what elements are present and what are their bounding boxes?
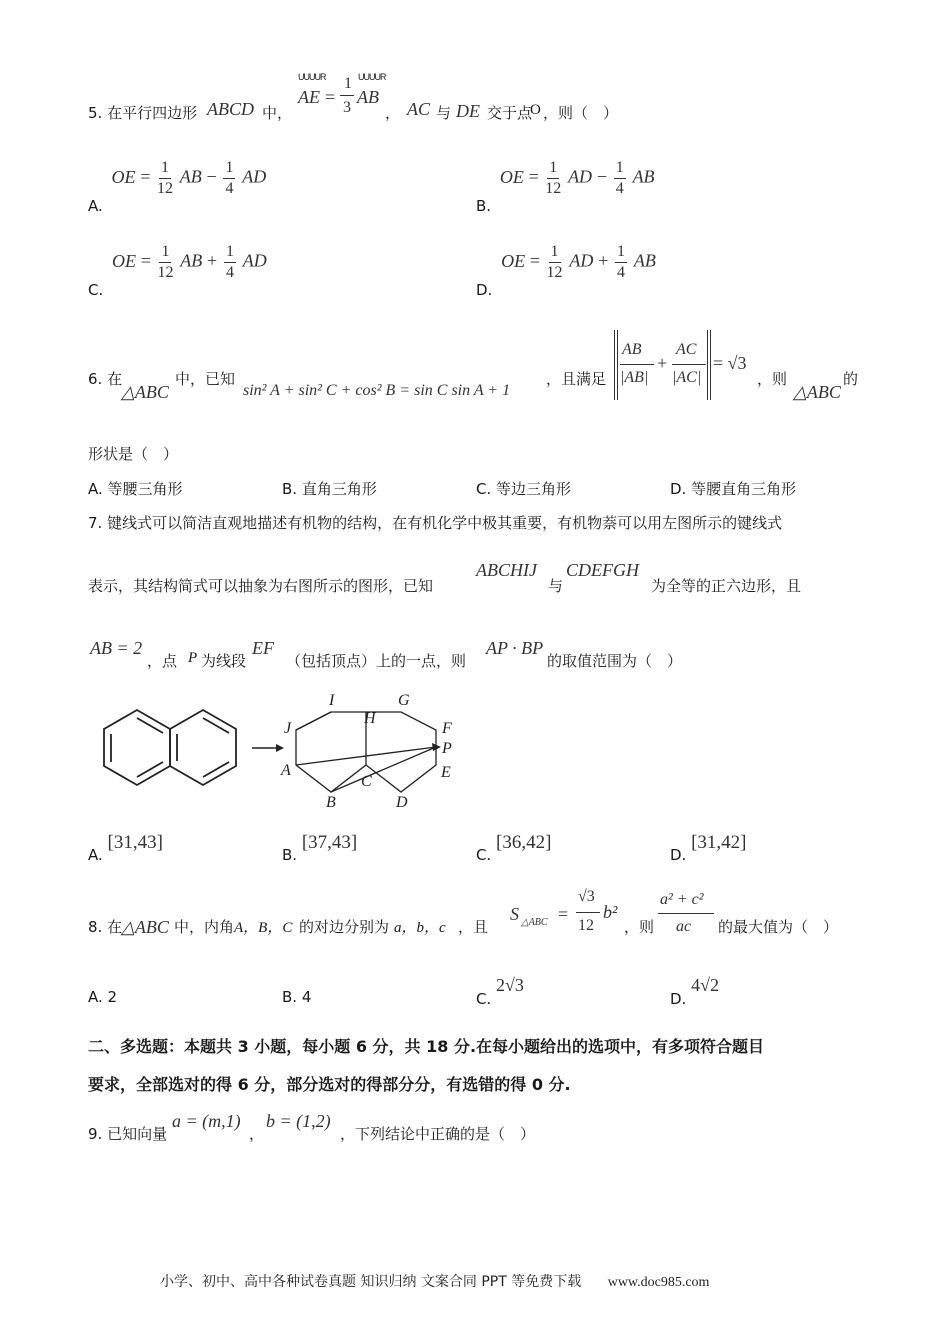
q8-option-a[interactable]: A. 2 [88,988,118,1006]
q5-vec-mark-ae: UUUUR [298,72,326,82]
q8-text-g: ，则 [624,918,655,936]
q5-shape: ABCD [207,99,254,119]
q6-text-d: ，则 [757,370,788,388]
q5-text-d: 与 [436,104,452,122]
label-p: P [442,740,452,757]
q7-line-3b: 为线段 [201,652,247,670]
section-2-line-1: 二、多选题：本题共 3 小题，每小题 6 分，共 18 分.在每小题给出的选项中，有多项符合题目 [88,1037,765,1056]
q8-frac-bar-2 [658,913,714,914]
q5-text-a: 5. 在平行四边形 [88,104,198,122]
q5-option-b-op: − [596,166,607,187]
q8-area-sub: △ABC [521,917,548,928]
q6-abs-left-1 [614,330,615,400]
q8-option-d[interactable] [670,975,719,1008]
q5-option-d-n1: 1 [549,244,561,263]
q8-text-b: 中，内角 [174,918,235,936]
q5-option-a-label: A. [88,196,103,215]
q8-option-c-value: 2√3 [496,975,524,995]
arrow-icon [252,744,284,752]
q7-option-b-value: [37,43] [301,832,358,853]
q5-option-c-n2: 1 [224,244,236,263]
q5-option-b-d1: 12 [545,180,562,197]
label-f: F [442,720,452,737]
q7-hex-1: ABCHIJ [476,560,537,580]
q5-option-d-v1: AD [569,250,594,271]
q8-sqrt3: √3 [578,888,595,905]
q6-text-b: 中，已知 [175,370,236,388]
q6-rhs: = √3 [713,353,747,373]
q8-sides: a，b，c [394,920,446,936]
q6-frac-bar-1 [620,364,654,365]
q7-dot-product: AP · BP [486,638,544,658]
q6-text-f: 形状是（ ） [88,445,179,463]
q6-abs-left-2 [617,330,618,400]
q5-o: O [530,102,541,118]
q7-ef: EF [252,638,274,658]
q8-option-b[interactable]: B. 4 [282,988,312,1006]
q5-option-c-v1: AB [180,250,203,271]
q8-option-d-label: D. [670,990,687,1008]
q7-line-3d: 的取值范围为（ ） [547,652,683,670]
q5-option-d-d2: 4 [617,264,626,281]
q6-option-a[interactable]: A. 等腰三角形 [88,480,183,498]
q5-de: DE [456,101,480,121]
q5-text-e: 交于点 [487,104,533,122]
q7-line-3a: ，点 [147,652,178,670]
q5-option-c-d1: 12 [157,264,174,281]
q6-text-c: ，且满足 [546,370,607,388]
q7-option-c[interactable] [476,832,552,864]
q8-option-c-label: C. [476,990,492,1008]
q5-option-c[interactable]: C. OE = $\frac{1}{12}$ AB + $\frac{1}{4}$ AD [88,243,267,299]
q6-abs-right-2 [710,330,711,400]
q5-option-c-d2: 4 [225,264,234,281]
q7-line-2b: 与 [548,577,564,595]
q7-option-d-value: [31,42] [691,832,747,853]
q8-text-a: 8. 在 [88,918,123,936]
q8-text-f: ，且 [458,918,489,936]
q6-frac-bar-2 [672,364,706,365]
q8-angles: A，B，C [234,920,293,936]
q5-option-b-v2: AB [632,166,655,187]
q6-abs-right-1 [707,330,708,400]
q8-option-c[interactable] [476,975,524,1008]
q8-text-d: 的对边分别为 [299,918,390,936]
q5-option-c-n1: 1 [159,244,171,263]
q5-option-b-n2: 1 [614,160,626,179]
q5-one: 1 [344,75,352,92]
q5-option-a-lhs: OE [111,166,136,187]
q5-option-a-v1: AB [179,166,202,187]
q5-option-d[interactable]: D. OE = $\frac{1}{12}$ AD + $\frac{1}{4}$ AB [476,243,656,299]
q9-text-b: ，下列结论中正确的是（ ） [340,1125,536,1143]
q5-option-a-v2: AD [242,166,267,187]
q5-option-b-n1: 1 [547,160,559,179]
q6-text-a: 6. 在 [88,370,123,388]
q5-option-c-lhs: OE [112,250,137,271]
q5-text-c: ， [385,104,401,122]
label-c: C [361,773,372,790]
q7-line-2a: 表示，其结构简式可以抽象为右图所示的图形，已知 [88,577,434,595]
q5-ac: AC [407,99,431,119]
q5-option-d-lhs: OE [501,250,526,271]
q5-option-b-d2: 4 [615,180,624,197]
q5-option-d-op: + [598,250,609,271]
q5-vec-mark-ab: UUUUR [358,72,386,82]
q8-frac-bar-1 [576,912,600,913]
q7-p: P [188,650,198,666]
q7-hex-2: CDEFGH [566,560,639,580]
footer [160,1271,709,1291]
q6-equation: sin² A + sin² C + cos² B = sin C sin A + 1 [243,382,511,399]
q9-sep: ， [249,1125,265,1143]
label-d: D [396,794,408,811]
q5-option-b[interactable]: B. OE = $\frac{1}{12}$ AD − $\frac{1}{4}$ AB [476,159,655,215]
q5-option-c-v2: AD [242,250,267,271]
q5-option-a-d1: 12 [156,180,173,197]
q8-denominator: ac [676,918,692,935]
q5-three: 3 [343,99,351,116]
q5-option-d-v2: AB [633,250,656,271]
q5-option-b-lhs: OE [499,166,524,187]
q5-option-d-n2: 1 [615,244,627,263]
q6-ac-num: AC [676,341,697,358]
q5-option-d-label: D. [476,280,493,299]
q6-option-c[interactable]: C. 等边三角形 [476,480,572,498]
q8-text-h: 的最大值为（ ） [718,918,839,936]
section-2-line-2: 要求，全部选对的得 6 分，部分选对的得部分分，有选错的得 0 分. [88,1075,571,1094]
q7-option-c-value: [36,42] [496,832,552,853]
q8-option-d-value: 4√2 [691,975,719,995]
q5-option-b-label: B. [476,196,492,215]
q6-ab-abs: |AB| [620,369,649,386]
q6-option-d[interactable]: D. 等腰直角三角形 [670,480,797,498]
label-j: J [284,720,292,737]
q8-b2: b² [603,902,618,922]
q5-option-c-label: C. [88,280,104,299]
q5-option-a[interactable]: A. OE = $\frac{1}{12}$ AB − $\frac{1}{4}$ AD [88,159,267,215]
q9-vector-a: a = (m,1) [172,1111,241,1131]
q7-option-a[interactable] [88,832,163,864]
q6-ab-num: AB [622,341,642,358]
q6-triangle-2: △ABC [793,382,841,402]
q6-text-e: 的 [843,370,859,388]
q7-ab-eq: AB = 2 [90,638,143,658]
q6-triangle: △ABC [121,382,169,402]
q5-text-b: 中， [262,104,293,122]
q7-option-d[interactable] [670,832,747,864]
q7-option-d-label: D. [670,846,687,864]
naphthalene-structure [104,710,236,785]
q5-option-a-n1: 1 [159,160,171,179]
q5-ae: AE [298,87,320,107]
q8-equals: = [558,904,569,924]
q8-twelve: 12 [578,917,594,934]
label-i: I [329,692,335,709]
q5-option-a-d2: 4 [225,180,234,197]
q5-ab: AB [357,87,379,107]
q6-plus: + [657,353,668,373]
q7-option-b[interactable] [282,832,358,864]
q8-area-s: S [510,904,519,924]
label-b: B [326,794,336,811]
q7-figure [80,685,480,820]
q5-text-f: ，则（ ） [543,104,619,122]
q7-option-a-label: A. [88,846,103,864]
label-g: G [398,692,410,709]
q7-line-1: 7. 键线式可以简洁直观地描述有机物的结构，在有机化学中极其重要，有机物萘可以用左图所示的键线式 [88,514,783,532]
label-h: H [364,710,376,727]
q9-vector-b: b = (1,2) [266,1111,331,1131]
q6-option-b[interactable]: B. 直角三角形 [282,480,377,498]
label-e: E [441,764,451,781]
footer-text: 小学、初中、高中各种试卷真题 知识归纳 文案合同 PPT 等免费下载 [160,1274,582,1290]
q7-option-b-label: B. [282,846,298,864]
q8-triangle: △ABC [121,917,169,937]
q6-ac-abs: |AC| [672,369,702,386]
q5-equals: = [325,87,336,107]
q7-option-c-label: C. [476,846,492,864]
q7-line-2c: 为全等的正六边形，且 [651,577,802,595]
q5-frac-bar [340,95,354,96]
q8-numerator: a² + c² [660,891,704,908]
q5-option-a-n2: 1 [223,160,235,179]
footer-url[interactable]: www.doc985.com [607,1275,710,1290]
q7-option-a-value: [31,43] [107,832,163,853]
q5-option-d-d1: 12 [546,264,563,281]
q7-line-3c: （包括顶点）上的一点，则 [286,652,467,670]
q5-option-c-op: + [207,250,218,271]
q9-text-a: 9. 已知向量 [88,1125,168,1143]
q5-option-a-op: − [206,166,217,187]
label-a: A [281,762,291,779]
q5-option-b-v1: AD [568,166,593,187]
